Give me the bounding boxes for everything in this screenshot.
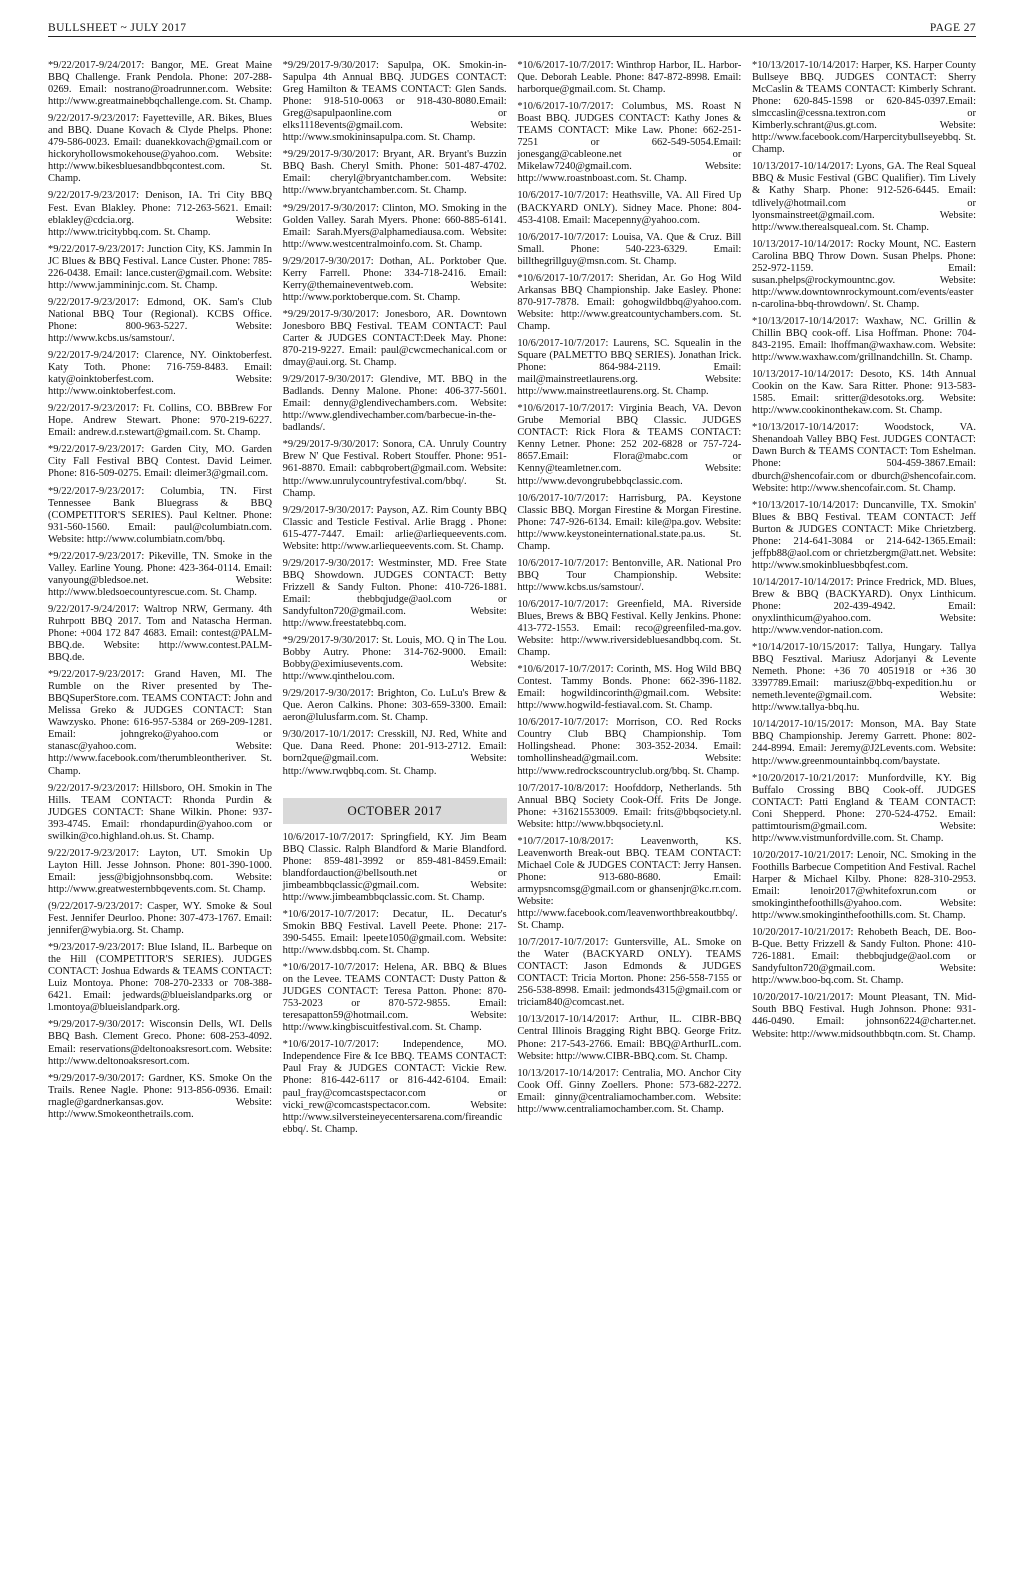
event-listing: 10/13/2017-10/14/2017: Desoto, KS. 14th Annual Cookin on the Kaw. Sara Ritter. Phone: 913-583-1585. Email: sritter@desotoks.org. Website: http://www.cookinonthekaw.com. St. Champ. — [751, 369, 976, 417]
event-listing: 9/29/2017-9/30/2017: Brighton, Co. LuLu's Brew & Que. Aeron Calkins. Phone: 303-659-3300. Email: aeron@lulusfarm.com. St. Champ. — [282, 688, 507, 724]
event-listing: 10/6/2017-10/7/2017: Heathsville, VA. All Fired Up (BACKYARD ONLY). Sidney Mace. Phone: 804-453-4108. Email: Macepenny@yahoo.com. — [517, 190, 742, 226]
event-listing: *9/29/2017-9/30/2017: Jonesboro, AR. Downtown Jonesboro BBQ Festival. TEAM CONTACT: Paul Carter & JUDGES CONTACT:Deek May. Phone: 870-219-9227. Email: paul@cwcmechanical.com or dmay@aui.org. St. Champ. — [282, 308, 507, 369]
event-listing: 10/13/2017-10/14/2017: Arthur, IL. CIBR-BBQ Central Illinois Bragging Right BBQ. George Fritz. Phone: 217-543-2766. Email: BBQ@ArthurIL.com. Website: http://www.CIBR-BBQ.com. St. Champ. — [517, 1014, 742, 1062]
event-listing: *10/20/2017-10/21/2017: Munfordville, KY. Big Buffalo Crossing BBQ Cook-off. JUDGES CONTACT: Patti England & TEAM CONTACT: Coni Shepperd. Phone: 270-524-4752. Email: pattimtourism@gmail.com. Website: http://www.vistmunfordville.com. St. Champ. — [751, 772, 976, 844]
event-listing: 9/22/2017-9/23/2017: Hillsboro, OH. Smokin in The Hills. TEAM CONTACT: Rhonda Purdin & JUDGES CONTACT: Shane Wilkin. Phone: 937-393-4745. Email: rhondapurdin@yahoo.com or swilkin@co.highland.oh.us. St. Champ. — [48, 782, 272, 842]
event-listing: *10/6/2017-10/7/2017: Independence, MO. Independence Fire & Ice BBQ. TEAMS CONTACT: Paul Fray & JUDGES CONTACT: Vickie Rew. Phone: 816-442-6117 or 816-442-6104. Email: paul_fray@comcastspectacor.com or vicki_rew@comcastspectacor.com. Website: http://www.silversteineyecentersarena.com/fireandicebbq/. St. Champ. — [282, 1039, 507, 1135]
listing-columns — [48, 60, 976, 1141]
event-listing: 10/6/2017-10/7/2017: Louisa, VA. Que & Cruz. Bill Small. Phone: 540-223-6329. Email: billthegrillguy@msn.com. St. Champ. — [517, 231, 742, 267]
event-listing: 9/22/2017-9/24/2017: Waltrop NRW, Germany. 4th Ruhrpott BBQ 2017. Tom and Natascha Herman. Phone: +004 172 847 4683. Email: contest@PALM-BBQ.de. Website: http://www.contest.PALM-BBQ.de. — [48, 603, 272, 664]
event-listing: *9/22/2017-9/23/2017: Junction City, KS. Jammin In JC Blues & BBQ Festival. Lance Custer. Phone: 785-226-0438. Email: lance.custer@gmail.com. Website: http://www.jammininjc.com. St. Champ. — [48, 243, 272, 291]
event-listing: *9/29/2017-9/30/2017: Bryant, AR. Bryant's Buzzin BBQ Bash. Cheryl Smith. Phone: 501-487-4702. Email: cheryl@bryantchamber.com. Website: http://www.bryantchamber.com. St. Champ. — [282, 149, 507, 197]
event-listing: 10/6/2017-10/7/2017: Morrison, CO. Red Rocks Country Club BBQ Championship. Tom Hollingshead. Phone: 303-352-2034. Email: tomhollinshead@gmail.com. Website: http://www.redrockscountryclub.org/bbq. St. Champ. — [517, 717, 742, 777]
event-listing: 10/7/2017-10/8/2017: Hoofddorp, Netherlands. 5th Annual BBQ Society Cook-Off. Frits De Jonge. Phone: +31621553009. Email: frits@bbqsociety.nl. Website: http://www.bbqsociety.nl. — [517, 782, 742, 830]
event-listing: *10/6/2017-10/7/2017: Winthrop Harbor, IL. Harbor-Que. Deborah Leable. Phone: 847-872-8998. Email: harborque@gmail.com. St. Champ. — [517, 60, 742, 96]
event-listing: *9/22/2017-9/23/2017: Pikeville, TN. Smoke in the Valley. Earline Young. Phone: 423-364-0114. Email: vanyoung@bledsoe.net. Website: http://www.bledsoecountyrescue.com. St. Champ. — [48, 550, 272, 598]
event-listing: 10/20/2017-10/21/2017: Rehobeth Beach, DE. Boo-B-Que. Betty Frizzell & Sandy Fulton. Phone: 410-726-1881. Email: thebbqjudge@aol.com or Sandyfulton720@gmail.com. Website: http://www.boo-bq.com. St. Champ. — [751, 927, 976, 987]
event-listing: 9/29/2017-9/30/2017: Payson, AZ. Rim County BBQ Classic and Testicle Festival. Arlie Bragg . Phone: 615-477-7447. Email: arlie@arliequeevents.com. Website: http://www.arliequeevents.com. St. Champ. — [282, 504, 507, 552]
event-listing: 9/22/2017-9/23/2017: Ft. Collins, CO. BBBrew For Hope. Andrew Stewart. Phone: 970-219-6227. Email: andrew.d.r.stewart@gmail.com. St. Champ. — [48, 403, 272, 439]
event-listing: 9/29/2017-9/30/2017: Westminster, MD. Free State BBQ Showdown. JUDGES CONTACT: Betty Frizzell & Sandy Fulton. Phone: 410-726-1881. Email: thebbqjudge@aol.com or Sandyfulton720@gmail.com. Website: http://www.freestatebbq.com. — [282, 557, 507, 630]
event-listing: *10/13/2017-10/14/2017: Waxhaw, NC. Grillin & Chillin BBQ cook-off. Lisa Hoffman. Phone: 704-843-2195. Email: lhoffman@waxhaw.com. Website: http://www.waxhaw.com/grillnandchilln. St. Champ. — [751, 315, 976, 364]
event-listing: *10/13/2017-10/14/2017: Woodstock, VA. Shenandoah Valley BBQ Fest. JUDGES CONTACT: Dawn Burch & TEAMS CONTACT: Tom Eshelman. Phone: 504-459-3867.Email: dburch@shencofair.com or dburch@shencofair.com. Website: http://www.shencofair.com. St. Champ. — [751, 422, 976, 494]
event-listing: 9/29/2017-9/30/2017: Dothan, AL. Porktober Que. Kerry Farrell. Phone: 334-718-2416. Email: Kerry@themaineventweb.com. Website: http://www.porktoberque.com. St. Champ. — [282, 255, 507, 303]
event-listing: 10/13/2017-10/14/2017: Rocky Mount, NC. Eastern Carolina BBQ Throw Down. Susan Phelps. Phone: 252-972-1159. Email: susan.phelps@rockymountnc.gov. Website: http://www.downtownrockymount.com/events/eastern-carolina-bbq-throwdown/. St. Champ. — [751, 238, 976, 310]
event-listing: 10/14/2017-10/15/2017: Monson, MA. Bay State BBQ Championship. Jeremy Garrett. Phone: 802-244-8994. Email: Jeremy@J2Levents.com. Website: http://www.greenmountainbbq.com/baystate. — [751, 719, 976, 767]
page-number: PAGE 27 — [929, 22, 976, 34]
event-listing: 9/22/2017-9/23/2017: Fayetteville, AR. Bikes, Blues and BBQ. Duane Kovach & Clyde Phelps. Phone: 479-586-0023. Email: duanekkovach@gmail.com or hickoryhollowsmokehouse@yahoo.com. Website: http://www.bikesbluesandbbqcontest.com. St. Champ. — [48, 113, 272, 185]
event-listing: *9/22/2017-9/23/2017: Columbia, TN. First Tennessee Bank Bluegrass & BBQ (COMPETITOR'S SERIES). Paul Keltner. Phone: 931-560-1560. Email: paul@columbiatn.com. Website: http://www.columbiatn.com/bbq. — [48, 485, 272, 545]
event-listing: *9/23/2017-9/23/2017: Blue Island, IL. Barbeque on the Hill (COMPETITOR'S SERIES). JUDGES CONTACT: Joshua Edwards & TEAMS CONTACT: Luiz Montoya. Phone: 708-270-2333 or 708-388-6421. Email: jedwards@blueislandparks.org or l.montoya@blueislandpark.org. — [48, 942, 272, 1014]
event-listing: *10/6/2017-10/7/2017: Virginia Beach, VA. Devon Grube Memorial BBQ Classic. JUDGES CONTACT: Rick Flora & TEAMS CONTACT: Kenny Letner. Phone: 252 202-6828 or 757-724-8657.Email: Flora@mabc.com or Kenny@teamletner.com. Website: http://www.devongrubebbqclassic.com. — [517, 403, 742, 487]
event-listing: *9/29/2017-9/30/2017: Sapulpa, OK. Smokin-in-Sapulpa 4th Annual BBQ. JUDGES CONTACT: Greg Hamilton & TEAMS CONTACT: Glen Sands. Phone: 918-510-0063 or 918-430-8080.Email: Greg@sapulpaonline.com or elks1118events@gmail.com. Website: http://www.smokininsapulpa.com. St. Champ. — [282, 60, 507, 144]
event-listing: *10/6/2017-10/7/2017: Columbus, MS. Roast N Boast BBQ. JUDGES CONTACT: Kathy Jones & TEAMS CONTACT: Mike Law. Phone: 662-251-7251 or 662-549-5054.Email: jonesgang@cableone.net or Mikelaw7240@gmail.com. Website: http://www.roastnboast.com. St. Champ. — [517, 101, 742, 185]
event-listing: 10/14/2017-10/14/2017: Prince Fredrick, MD. Blues, Brew & BBQ (BACKYARD). Onyx Linthicum. Phone: 202-439-4942. Email: onyxlinthicum@yahoo.com. Website: http://www.vendor-nation.com. — [751, 576, 976, 637]
event-listing: 10/6/2017-10/7/2017: Harrisburg, PA. Keystone Classic BBQ. Morgan Firestine & Morgan Firestine. Phone: 747-926-6134. Email: kile@pa.gov. Website: http://www.keystoneinternational.state.pa.us. St. Champ. — [517, 492, 742, 552]
column-1 — [48, 60, 272, 1141]
event-listing: 9/22/2017-9/24/2017: Clarence, NY. Oinktoberfest. Katy Toth. Phone: 716-759-8483. Email: katy@oinktoberfest.com. Website: http://www.oinktoberfest.com. — [48, 350, 272, 398]
column-4 — [752, 60, 976, 1141]
event-listing: *9/22/2017-9/24/2017: Bangor, ME. Great Maine BBQ Challenge. Frank Pendola. Phone: 207-288-0269. Email: nostrano@roadrunner.com. Website: http://www.greatmainebbqchallenge.com. St. Champ. — [48, 60, 272, 108]
event-listing: *9/29/2017-9/30/2017: Sonora, CA. Unruly Country Brew N' Que Festival. Robert Stouffer. Phone: 951-961-8870. Email: cabbqrobert@gmail.com. Website: http://www.unrulycountryfestival.com/bbq/. St. Champ. — [282, 439, 507, 499]
event-listing: 9/22/2017-9/23/2017: Layton, UT. Smokin Up Layton Hill. Jesse Johnson. Phone: 801-390-1000. Email: jess@bigjohnsonsbbq.com. Website: http://www.greatwesternbbqevents.com. St. Champ. — [48, 847, 272, 895]
event-listing: *9/29/2017-9/30/2017: Clinton, MO. Smoking in the Golden Valley. Sarah Myers. Phone: 660-885-6141. Email: Sarah.Myers@alphamediausa.com. Website: http://www.westcentralmoinfo.com. St. Champ. — [282, 202, 507, 250]
event-listing: 10/6/2017-10/7/2017: Greenfield, MA. Riverside Blues, Brews & BBQ Festival. Kelly Jenkins. Phone: 413-772-1553. Email: reco@greenfiled-ma.gov. Website: http://www.riversidebluesandbbq.com. St. Champ. — [517, 598, 742, 659]
page-header — [48, 14, 976, 37]
event-listing: 10/13/2017-10/14/2017: Lyons, GA. The Real Squeal BBQ & Music Festival (GBC Qualifier). Tim Lively & Kathy Sharp. Phone: 912-526-6445. Email: tdlively@hotmail.com or lyonsmainstreet@gmail.com. Website: http://www.therealsqueal.com. St. Champ. — [751, 161, 976, 233]
event-listing: 9/22/2017-9/23/2017: Edmond, OK. Sam's Club National BBQ Tour (Regional). KCBS Office. Phone: 800-963-5227. Website: http://www.kcbs.us/samstour/. — [48, 296, 272, 344]
event-listing: *10/14/2017-10/15/2017: Tallya, Hungary. Tallya BBQ Fesztival. Mariusz Adorjanyi & Levente Nemeth. Phone: +36 70 4051918 or +36 30 3397789.Email: mariusz@bbq-expedition.hu or nemeth.levente@gmail.com. Website: http://www.tallya-bbq.hu. — [751, 642, 976, 714]
event-listing: 10/7/2017-10/7/2017: Guntersville, AL. Smoke on the Water (BACKYARD ONLY). TEAMS CONTACT: Jason Edmonds & JUDGES CONTACT: Tricia Morton. Phone: 256-558-7155 or 256-538-8998. Email: jedmonds4315@gmail.com or triciam840@comcast.net. — [517, 937, 742, 1009]
event-listing: 10/6/2017-10/7/2017: Springfield, KY. Jim Beam BBQ Classic. Ralph Blandford & Marie Blandford. Phone: 859-481-3992 or 859-481-8459.Email: blandfordauction@bellsouth.net or jimbeambbqclassic@gmail.com. Website: http://www.jimbeambbqclassic.com. St. Champ. — [282, 831, 507, 903]
event-listing: *10/6/2017-10/7/2017: Helena, AR. BBQ & Blues on the Levee. TEAMS CONTACT: Dusty Patton & JUDGES CONTACT: Teresa Patton. Phone: 870-753-2023 or 870-572-9855. Email: teresapatton59@hotmail.com. Website: http://www.kingbiscuitfestival.com. St. Champ. — [282, 962, 507, 1034]
event-listing: 10/20/2017-10/21/2017: Mount Pleasant, TN. Mid-South BBQ Festival. Hugh Johnson. Phone: 931-446-0490. Email: johnson6224@charter.net. Website: http://www.midsouthbbqtn.com. St. Champ. — [751, 992, 976, 1040]
month-heading: OCTOBER 2017 — [283, 798, 507, 824]
event-listing: 10/6/2017-10/7/2017: Laurens, SC. Squealin in the Square (PALMETTO BBQ SERIES). Jonathan Irick. Phone: 864-984-2119. Email: mail@mainstreetlaurens.org. Website: http://www.mainstreetlaurens.org. St. Champ. — [517, 337, 742, 398]
event-listing: *10/6/2017-10/7/2017: Decatur, IL. Decatur's Smokin BBQ Festival. Lavell Peete. Phone: 217-390-5455. Email: lpeete1050@gmail.com. Website: http://www.dsbbq.com. St. Champ. — [282, 908, 507, 956]
event-listing: 10/13/2017-10/14/2017: Centralia, MO. Anchor City Cook Off. Ginny Zoellers. Phone: 573-682-2272. Email: ginny@centraliamochamber.com. Website: http://www.centraliamochamber.com. St. Champ. — [517, 1067, 742, 1115]
publication-title: BULLSHEET ~ JULY 2017 — [48, 22, 187, 34]
event-listing: (9/22/2017-9/23/2017: Casper, WY. Smoke & Soul Fest. Jennifer Deurloo. Phone: 307-473-1767. Email: jennifer@wybia.org. St. Champ. — [48, 901, 272, 937]
event-listing: 9/29/2017-9/30/2017: Glendive, MT. BBQ in the Badlands. Denny Malone. Phone: 406-377-5601. Email: denny@glendivechambers.com. Website: http://www.glendivechamber.com/barbecue-in-the-badlands/. — [282, 374, 507, 434]
event-listing: *10/13/2017-10/14/2017: Harper, KS. Harper County Bullseye BBQ. JUDGES CONTACT: Sherry McCaslin & TEAMS CONTACT: Kimberly Schrant. Phone: 620-845-1598 or 620-845-0397.Email: slmccaslin@cessna.textron.com or Kimberly.schrant@us.gt.com. Website: http://www.facebook.com/Harpercitybullseyebbq. St. Champ. — [751, 60, 976, 156]
event-listing: *10/6/2017-10/7/2017: Sheridan, Ar. Go Hog Wild Arkansas BBQ Championship. Jake Easley. Phone: 870-917-7878. Email: gohogwildbbq@yahoo.com. Website: http://www.greatcountychambers.com. St. Champ. — [517, 272, 742, 332]
column-3 — [517, 60, 741, 1141]
event-listing: 9/22/2017-9/23/2017: Denison, IA. Tri City BBQ Fest. Evan Blakley. Phone: 712-263-5621. Email: eblakley@cdcia.org. Website: http://www.tricitybbq.com. St. Champ. — [48, 190, 272, 238]
event-listing: *9/29/2017-9/30/2017: Wisconsin Dells, WI. Dells BBQ Bash. Clement Greco. Phone: 608-253-4092. Email: reservations@deltonoaksresort.com. Website: http://www.deltonoaksresort.com. — [48, 1019, 272, 1067]
event-listing: *10/7/2017-10/8/2017: Leavenworth, KS. Leavenworth Break-out BBQ. TEAM CONTACT: Michael Cole & JUDGES CONTACT: Jerry Hansen. Phone: 913-680-8680. Email: armypsncomsg@gmail.com or ghansenjr@kc.rr.com. Website: http://www.facebook.com/leavenworthbreakoutbbq/. St. Champ. — [517, 835, 742, 932]
event-listing: 10/20/2017-10/21/2017: Lenoir, NC. Smoking in the Foothills Barbecue Competition And Festival. Rachel Harper & Michael Kilby. Phone: 828-310-2953. Email: lenoir2017@whitefoxrun.com or smokinginthefoothills@yahoo.com. Website: http://www.smokinginthefoothills.com. St. Champ. — [751, 849, 976, 922]
event-listing: *9/22/2017-9/23/2017: Grand Haven, MI. The Rumble on the River presented by The-BBQSuperStore.com. TEAMS CONTACT: John and Melissa Greko & JUDGES CONTACT: Stan Wawzysko. Phone: 616-957-5384 or 269-209-1281. Email: johngreko@yahoo.com or stanasc@yahoo.com. Website: http://www.facebook.com/therumbleontheriver. St. Champ. — [48, 669, 272, 777]
event-listing: *10/6/2017-10/7/2017: Corinth, MS. Hog Wild BBQ Contest. Tammy Bonds. Phone: 662-396-1182. Email: hogwildincorinth@gmail.com. Website: http://www.hogwild-festiaval.com. St. Champ. — [517, 664, 742, 712]
event-listing: 10/6/2017-10/7/2017: Bentonville, AR. National Pro BBQ Tour Championship. Website: http://www.kcbs.us/samstour/. — [517, 557, 742, 593]
event-listing: *10/13/2017-10/14/2017: Duncanville, TX. Smokin' Blues & BBQ Festival. TEAM CONTACT: Jeff Burton & JUDGES CONTACT: Mike Chrietzberg. Phone: 214-641-3084 or 214-642-1365.Email: jeffpb88@aol.com or chrietzbergm@att.net. Website: http://www.smokinbluesbbqfest.com. — [751, 499, 976, 571]
event-listing: 9/30/2017-10/1/2017: Cresskill, NJ. Red, White and Que. Dana Reed. Phone: 201-913-2712. Email: born2que@gmail.com. Website: http://www.rwqbbq.com. St. Champ. — [282, 729, 507, 777]
event-listing: *9/22/2017-9/23/2017: Garden City, MO. Garden City Fall Festival BBQ Contest. David Leimer. Phone: 816-509-0275. Email: dleimer3@gmail.com. — [48, 444, 272, 480]
event-listing: *9/29/2017-9/30/2017: Gardner, KS. Smoke On the Trails. Renee Nagle. Phone: 913-856-0936. Email: rnagle@gardnerkansas.gov. Website: http://www.Smokeonthetrails.com. — [48, 1072, 272, 1120]
column-2 — [283, 60, 507, 1141]
event-listing: *9/29/2017-9/30/2017: St. Louis, MO. Q in The Lou. Bobby Autry. Phone: 314-762-9000. Email: Bobby@eximiusevents.com. Website: http://www.qinthelou.com. — [282, 635, 507, 683]
